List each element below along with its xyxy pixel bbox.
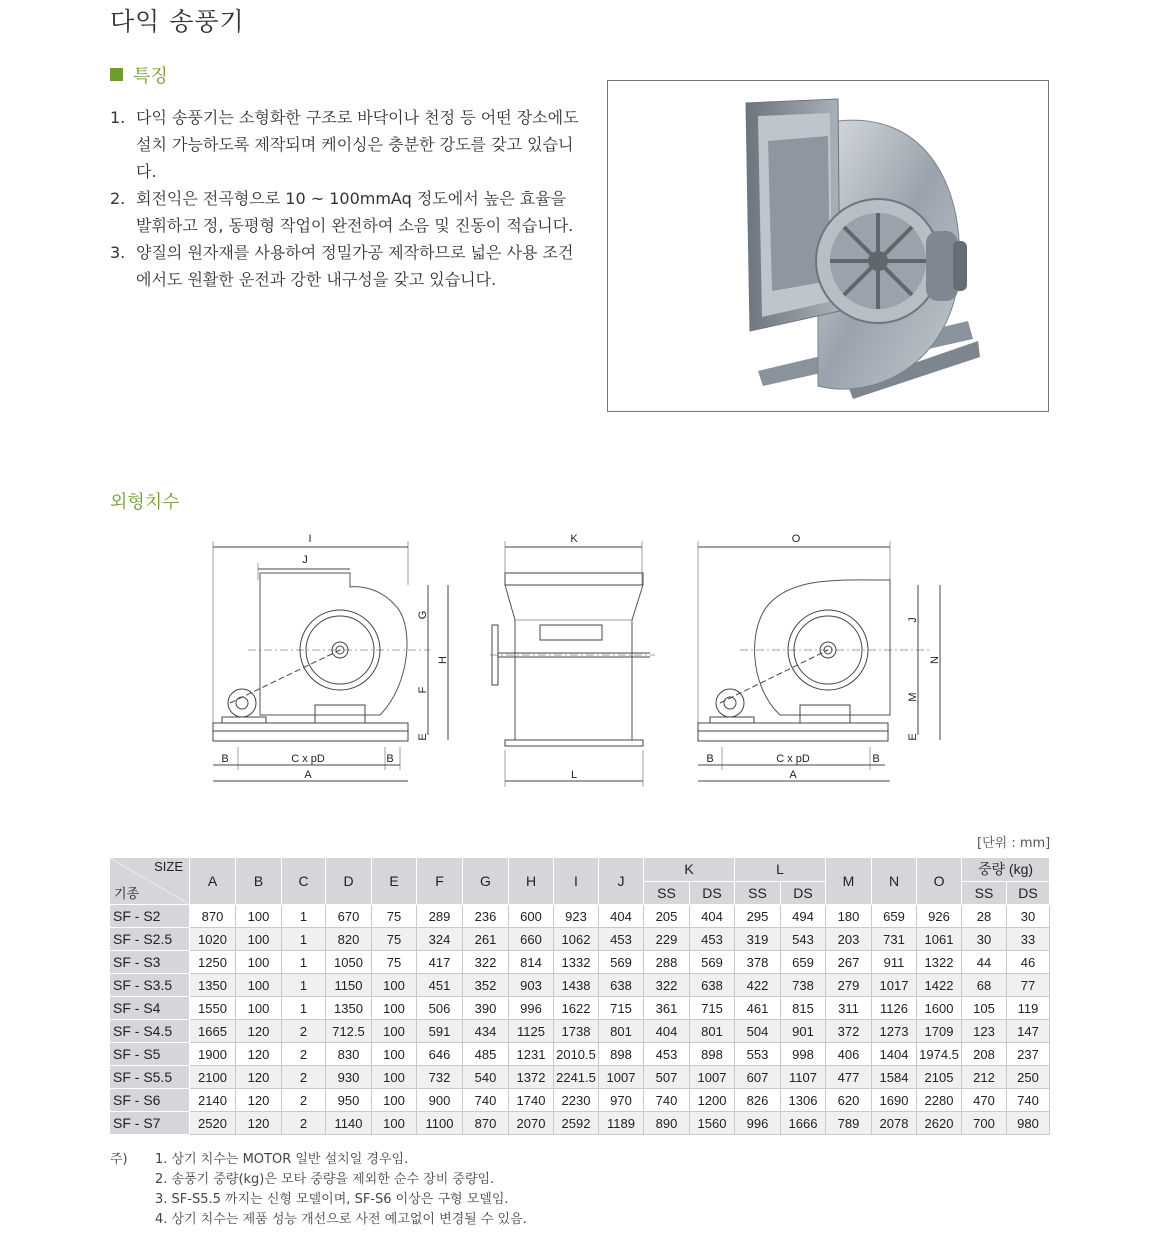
table-cell: 2010.5	[554, 1043, 599, 1066]
table-cell: 1332	[554, 951, 599, 974]
table-cell: 75	[372, 905, 417, 928]
table-cell: 422	[735, 974, 781, 997]
dim-label-i: I	[308, 533, 312, 545]
table-row	[110, 905, 1050, 928]
table-cell: 1	[282, 951, 326, 974]
table-cell: 100	[372, 997, 417, 1020]
table-cell: 1709	[917, 1020, 962, 1043]
table-cell: 1350	[190, 974, 236, 997]
table-cell: 324	[417, 928, 463, 951]
spec-table-body	[110, 905, 1050, 1135]
dimension-drawings	[200, 525, 960, 790]
table-cell: 1007	[599, 1066, 644, 1089]
table-cell: 930	[326, 1066, 372, 1089]
spec-table	[109, 857, 1050, 1135]
table-cell: 1140	[326, 1112, 372, 1135]
model-cell: SF - S2.5	[110, 928, 190, 951]
table-cell: 1350	[326, 997, 372, 1020]
table-row	[110, 951, 1050, 974]
table-cell: 417	[417, 951, 463, 974]
table-cell: 553	[735, 1043, 781, 1066]
table-cell: 1738	[554, 1020, 599, 1043]
table-cell: 1372	[509, 1066, 554, 1089]
table-cell: 120	[236, 1112, 282, 1135]
table-cell: 470	[962, 1089, 1007, 1112]
feature-item: 2. 회전익은 전곡형으로 10 ~ 100mmAq 정도에서 높은 효율을 발휘하고 정, 동평형 작업이 완전하여 소음 및 진동이 적습니다.	[110, 189, 574, 235]
table-cell: 569	[599, 951, 644, 974]
table-cell: 903	[509, 974, 554, 997]
sub-header-ds: DS	[1007, 881, 1050, 905]
table-cell: 740	[644, 1089, 690, 1112]
table-cell: 1020	[190, 928, 236, 951]
sub-header-ds: DS	[781, 881, 826, 905]
table-cell: 1231	[509, 1043, 554, 1066]
col-header-n: N	[872, 858, 917, 905]
dim-label-g: G	[417, 610, 429, 620]
table-cell: 996	[735, 1112, 781, 1135]
table-cell: 100	[372, 1066, 417, 1089]
table-cell: 311	[826, 997, 872, 1020]
table-cell: 68	[962, 974, 1007, 997]
table-cell: 46	[1007, 951, 1050, 974]
table-cell: 100	[236, 905, 282, 928]
dim-label-j: J	[907, 617, 919, 623]
col-header: D	[326, 858, 372, 905]
table-cell: 600	[509, 905, 554, 928]
table-cell: 120	[236, 1043, 282, 1066]
table-cell: 77	[1007, 974, 1050, 997]
table-cell: 715	[599, 997, 644, 1020]
table-cell: 100	[372, 1020, 417, 1043]
table-cell: 120	[236, 1066, 282, 1089]
table-cell: 404	[690, 905, 735, 928]
table-cell: 996	[509, 997, 554, 1020]
table-cell: 75	[372, 928, 417, 951]
dim-label-j: J	[302, 554, 308, 566]
note-item: 2. 송풍기 중량(kg)은 모타 중량을 제외한 순수 장비 중량임.	[155, 1172, 495, 1187]
side-view-drawing	[213, 541, 448, 781]
table-cell: 100	[236, 997, 282, 1020]
table-cell: 100	[372, 974, 417, 997]
table-cell: 1740	[509, 1089, 554, 1112]
blower-photo	[607, 80, 1049, 412]
table-cell: 1062	[554, 928, 599, 951]
table-cell: 453	[690, 928, 735, 951]
col-header: A	[190, 858, 236, 905]
table-cell: 1306	[781, 1089, 826, 1112]
table-cell: 44	[962, 951, 1007, 974]
table-cell: 1622	[554, 997, 599, 1020]
table-cell: 700	[962, 1112, 1007, 1135]
table-cell: 203	[826, 928, 872, 951]
table-cell: 2592	[554, 1112, 599, 1135]
table-cell: 1422	[917, 974, 962, 997]
feature-item: 3. 양질의 원자재를 사용하여 정밀가공 제작하므로 넓은 사용 조건에서도 원활한 운전과 강한 내구성을 갖고 있습니다.	[110, 243, 574, 289]
table-cell: 212	[962, 1066, 1007, 1089]
table-cell: 2070	[509, 1112, 554, 1135]
table-cell: 30	[962, 928, 1007, 951]
table-cell: 120	[236, 1089, 282, 1112]
feature-item: 1. 다익 송풍기는 소형화한 구조로 바닥이나 천정 등 어떤 장소에도 설치 가능하도록 제작되며 케이싱은 충분한 강도를 갖고 있습니다.	[110, 108, 579, 181]
dimensions-heading: 외형치수	[110, 492, 180, 513]
table-cell: 205	[644, 905, 690, 928]
notes-label: 주)	[110, 1152, 128, 1167]
table-cell: 236	[463, 905, 509, 928]
col-header-k: K	[644, 858, 735, 882]
table-cell: 911	[872, 951, 917, 974]
table-cell: 352	[463, 974, 509, 997]
table-cell: 998	[781, 1043, 826, 1066]
table-cell: 659	[872, 905, 917, 928]
note-item: 1. 상기 치수는 MOTOR 일반 설치일 경우임.	[155, 1152, 409, 1167]
dim-label-b: B	[706, 753, 714, 765]
table-cell: 646	[417, 1043, 463, 1066]
table-cell: 120	[236, 1020, 282, 1043]
unit-label: [단위 : mm]	[977, 836, 1051, 851]
model-cell: SF - S5	[110, 1043, 190, 1066]
table-cell: 815	[781, 997, 826, 1020]
table-cell: 2078	[872, 1112, 917, 1135]
table-cell: 261	[463, 928, 509, 951]
table-cell: 738	[781, 974, 826, 997]
table-cell: 820	[326, 928, 372, 951]
table-cell: 607	[735, 1066, 781, 1089]
table-cell: 295	[735, 905, 781, 928]
table-cell: 485	[463, 1043, 509, 1066]
table-cell: 279	[826, 974, 872, 997]
table-cell: 1550	[190, 997, 236, 1020]
table-cell: 2230	[554, 1089, 599, 1112]
table-cell: 1	[282, 905, 326, 928]
table-cell: 898	[599, 1043, 644, 1066]
table-cell: 890	[644, 1112, 690, 1135]
table-cell: 237	[1007, 1043, 1050, 1066]
table-cell: 1666	[781, 1112, 826, 1135]
col-header-o: O	[917, 858, 962, 905]
table-cell: 660	[509, 928, 554, 951]
table-cell: 461	[735, 997, 781, 1020]
blower-illustration	[608, 81, 1048, 411]
opposite-view-drawing	[698, 541, 940, 781]
table-cell: 1584	[872, 1066, 917, 1089]
table-cell: 406	[826, 1043, 872, 1066]
table-cell: 801	[690, 1020, 735, 1043]
table-cell: 1322	[917, 951, 962, 974]
table-cell: 900	[417, 1089, 463, 1112]
table-cell: 180	[826, 905, 872, 928]
table-cell: 950	[326, 1089, 372, 1112]
table-cell: 1974.5	[917, 1043, 962, 1066]
sub-header-ss: SS	[644, 881, 690, 905]
table-cell: 2	[282, 1043, 326, 1066]
table-cell: 2	[282, 1020, 326, 1043]
table-cell: 123	[962, 1020, 1007, 1043]
table-cell: 591	[417, 1020, 463, 1043]
note-item: 3. SF-S5.5 까지는 신형 모델이며, SF-S6 이상은 구형 모델임.	[155, 1192, 509, 1207]
model-cell: SF - S6	[110, 1089, 190, 1112]
table-cell: 670	[326, 905, 372, 928]
dim-label-e: E	[907, 733, 919, 741]
table-cell: 1665	[190, 1020, 236, 1043]
table-cell: 33	[1007, 928, 1050, 951]
table-cell: 870	[463, 1112, 509, 1135]
table-cell: 1438	[554, 974, 599, 997]
table-cell: 477	[826, 1066, 872, 1089]
dim-label-cxpd: C x pD	[776, 753, 810, 765]
table-cell: 740	[1007, 1089, 1050, 1112]
table-cell: 100	[372, 1112, 417, 1135]
table-cell: 75	[372, 951, 417, 974]
dim-label-b: B	[872, 753, 880, 765]
front-view-drawing	[490, 541, 655, 787]
table-cell: 731	[872, 928, 917, 951]
table-cell: 289	[417, 905, 463, 928]
model-cell: SF - S2	[110, 905, 190, 928]
table-cell: 2	[282, 1112, 326, 1135]
col-header-m: M	[826, 858, 872, 905]
table-cell: 361	[644, 997, 690, 1020]
table-cell: 229	[644, 928, 690, 951]
table-cell: 970	[599, 1089, 644, 1112]
table-cell: 267	[826, 951, 872, 974]
table-cell: 1600	[917, 997, 962, 1020]
table-cell: 208	[962, 1043, 1007, 1066]
table-cell: 288	[644, 951, 690, 974]
table-cell: 789	[826, 1112, 872, 1135]
table-cell: 1007	[690, 1066, 735, 1089]
table-cell: 100	[372, 1089, 417, 1112]
col-header: I	[554, 858, 599, 905]
table-cell: 1126	[872, 997, 917, 1020]
table-row	[110, 928, 1050, 951]
model-cell: SF - S4	[110, 997, 190, 1020]
table-cell: 830	[326, 1043, 372, 1066]
table-row	[110, 1066, 1050, 1089]
dim-label-n: N	[929, 656, 941, 664]
table-cell: 2105	[917, 1066, 962, 1089]
table-cell: 1	[282, 928, 326, 951]
model-cell: SF - S7	[110, 1112, 190, 1135]
page-title: 다익 송풍기	[110, 7, 245, 36]
square-bullet-icon	[110, 68, 123, 81]
table-cell: 100	[372, 1043, 417, 1066]
table-cell: 826	[735, 1089, 781, 1112]
table-cell: 870	[190, 905, 236, 928]
dim-label-l: L	[570, 769, 578, 781]
table-cell: 404	[599, 905, 644, 928]
dim-label-h: H	[437, 656, 449, 664]
table-cell: 119	[1007, 997, 1050, 1020]
sub-header-ds: DS	[690, 881, 735, 905]
table-cell: 506	[417, 997, 463, 1020]
col-header: G	[463, 858, 509, 905]
table-row	[110, 997, 1050, 1020]
table-cell: 30	[1007, 905, 1050, 928]
sub-header-ss: SS	[962, 881, 1007, 905]
table-cell: 434	[463, 1020, 509, 1043]
note-item: 4. 상기 치수는 제품 성능 개선으로 사전 예고없이 변경될 수 있음.	[155, 1212, 527, 1227]
table-cell: 494	[781, 905, 826, 928]
table-cell: 801	[599, 1020, 644, 1043]
table-cell: 2520	[190, 1112, 236, 1135]
dim-label-m: M	[907, 692, 919, 702]
table-cell: 100	[236, 928, 282, 951]
table-cell: 540	[463, 1066, 509, 1089]
model-cell: SF - S5.5	[110, 1066, 190, 1089]
dim-label-o: O	[791, 533, 801, 545]
table-cell: 507	[644, 1066, 690, 1089]
table-cell: 100	[236, 951, 282, 974]
table-cell: 923	[554, 905, 599, 928]
table-cell: 543	[781, 928, 826, 951]
table-cell: 1050	[326, 951, 372, 974]
dim-label-k: K	[570, 533, 578, 545]
dim-label-cxpd: C x pD	[291, 753, 325, 765]
table-cell: 1690	[872, 1089, 917, 1112]
table-cell: 1	[282, 974, 326, 997]
table-row	[110, 1089, 1050, 1112]
table-cell: 2140	[190, 1089, 236, 1112]
col-header: C	[282, 858, 326, 905]
table-cell: 2100	[190, 1066, 236, 1089]
table-cell: 1404	[872, 1043, 917, 1066]
table-cell: 638	[599, 974, 644, 997]
table-cell: 814	[509, 951, 554, 974]
dim-label-f: F	[417, 686, 429, 694]
table-cell: 390	[463, 997, 509, 1020]
dim-label-a: A	[304, 769, 312, 781]
dim-label-b: B	[386, 753, 394, 765]
table-cell: 1100	[417, 1112, 463, 1135]
table-cell: 372	[826, 1020, 872, 1043]
dim-label-e: E	[417, 733, 429, 741]
table-cell: 1200	[690, 1089, 735, 1112]
table-cell: 1273	[872, 1020, 917, 1043]
table-cell: 898	[690, 1043, 735, 1066]
table-cell: 1250	[190, 951, 236, 974]
features-heading: 특징	[110, 62, 168, 88]
table-cell: 901	[781, 1020, 826, 1043]
table-cell: 404	[644, 1020, 690, 1043]
table-cell: 638	[690, 974, 735, 997]
table-cell: 1189	[599, 1112, 644, 1135]
table-cell: 712.5	[326, 1020, 372, 1043]
table-cell: 2	[282, 1089, 326, 1112]
table-cell: 620	[826, 1089, 872, 1112]
corner-header: SIZE 기종	[110, 858, 190, 905]
table-row	[110, 974, 1050, 997]
table-cell: 453	[644, 1043, 690, 1066]
table-cell: 732	[417, 1066, 463, 1089]
table-cell: 1150	[326, 974, 372, 997]
table-cell: 250	[1007, 1066, 1050, 1089]
col-header: J	[599, 858, 644, 905]
table-cell: 740	[463, 1089, 509, 1112]
table-cell: 1125	[509, 1020, 554, 1043]
table-cell: 105	[962, 997, 1007, 1020]
table-cell: 322	[463, 951, 509, 974]
dim-label-a: A	[789, 769, 797, 781]
table-cell: 100	[236, 974, 282, 997]
table-cell: 378	[735, 951, 781, 974]
table-row	[110, 1020, 1050, 1043]
table-cell: 453	[599, 928, 644, 951]
table-row	[110, 1112, 1050, 1135]
table-cell: 1017	[872, 974, 917, 997]
table-cell: 715	[690, 997, 735, 1020]
table-cell: 319	[735, 928, 781, 951]
col-header: F	[417, 858, 463, 905]
table-cell: 1	[282, 997, 326, 1020]
table-cell: 2620	[917, 1112, 962, 1135]
table-cell: 2	[282, 1066, 326, 1089]
table-cell: 1061	[917, 928, 962, 951]
table-cell: 926	[917, 905, 962, 928]
table-cell: 1107	[781, 1066, 826, 1089]
table-row	[110, 1043, 1050, 1066]
table-cell: 504	[735, 1020, 781, 1043]
table-cell: 2280	[917, 1089, 962, 1112]
sub-header-ss: SS	[735, 881, 781, 905]
col-header-l: L	[735, 858, 826, 882]
table-cell: 147	[1007, 1020, 1050, 1043]
table-cell: 1560	[690, 1112, 735, 1135]
col-header: H	[509, 858, 554, 905]
features-list	[110, 104, 580, 293]
table-cell: 980	[1007, 1112, 1050, 1135]
col-header: B	[236, 858, 282, 905]
table-cell: 1900	[190, 1043, 236, 1066]
table-cell: 569	[690, 951, 735, 974]
table-cell: 659	[781, 951, 826, 974]
table-cell: 451	[417, 974, 463, 997]
model-cell: SF - S3.5	[110, 974, 190, 997]
table-cell: 322	[644, 974, 690, 997]
table-cell: 28	[962, 905, 1007, 928]
dim-label-b: B	[221, 753, 229, 765]
table-cell: 2241.5	[554, 1066, 599, 1089]
col-header: E	[372, 858, 417, 905]
model-cell: SF - S3	[110, 951, 190, 974]
col-header-weight: 중량 (kg)	[962, 858, 1050, 882]
model-cell: SF - S4.5	[110, 1020, 190, 1043]
